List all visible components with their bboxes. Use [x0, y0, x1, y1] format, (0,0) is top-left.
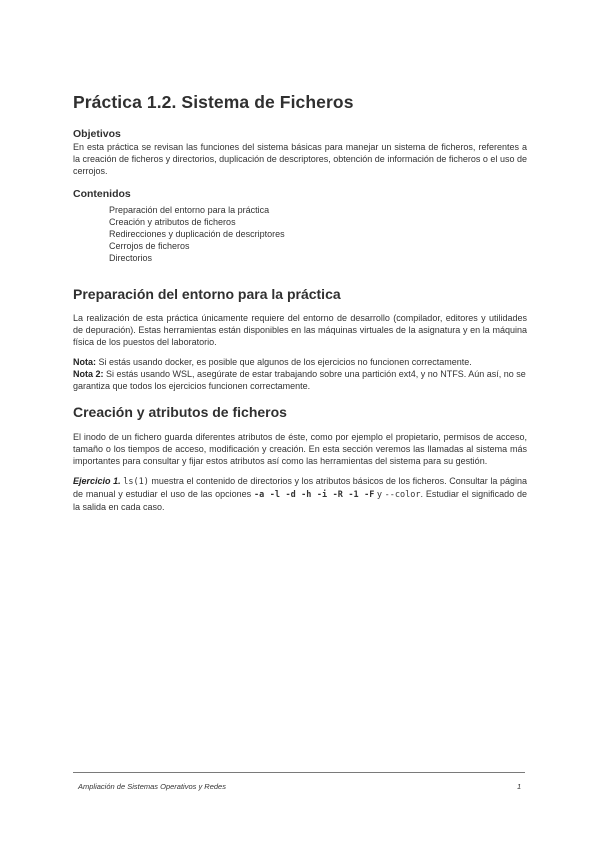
ejercicio-1 [73, 475, 527, 513]
ejercicio-text: muestra el contenido de directorios y los atributos básicos de los ficheros. Consultar la página de manual y estudiar el uso de las opciones [73, 476, 527, 499]
document-page [73, 92, 527, 513]
nota-text: Si estás usando docker, es posible que algunos de los ejercicios no funcionen correctamente. [96, 357, 472, 367]
ejercicio-text: y [374, 489, 385, 499]
nota-2 [73, 368, 527, 392]
contenidos-list [73, 204, 527, 264]
contenidos-heading: Contenidos [73, 188, 131, 200]
list-item: Cerrojos de ficheros [109, 241, 190, 251]
ejercicio-label: Ejercicio 1. [73, 476, 121, 486]
ls-options: -a -l -d -h -i -R -1 -F [254, 490, 375, 500]
page-title: Práctica 1.2. Sistema de Ficheros [73, 92, 354, 112]
list-item: Directorios [109, 253, 153, 263]
section-heading-preparacion: Preparación del entorno para la práctica [73, 286, 341, 302]
nota-1 [73, 356, 527, 368]
ejercicio-text: . Estudiar el significado de la salida en cada caso. [73, 489, 528, 512]
section-paragraph: La realización de esta práctica únicamente requiere del entorno de desarrollo (compilador, editores y utilidades de depuración). Estas herramientas están disponibles en las máquinas virtuales de la asignatura y en la máquina física de los puestos del laboratorio. [73, 313, 527, 347]
list-item: Creación y atributos de ficheros [109, 217, 236, 227]
objetivos-heading: Objetivos [73, 128, 121, 140]
footer-course-name: Ampliación de Sistemas Operativos y Redes [78, 782, 226, 791]
section-paragraph: El inodo de un fichero guarda diferentes atributos de éste, como por ejemplo el propietario, permisos de acceso, tamaño o los tiempos de acceso, modificación y creación. En esta sección veremos las llamadas al sistema más importantes para consultar y fijar estos atributos así como las herramientas del sistema para su gestión. [73, 432, 527, 466]
nota-2-label: Nota 2: [73, 369, 104, 379]
nota-label: Nota: [73, 357, 96, 367]
footer-divider [73, 772, 525, 773]
ls-command: ls(1) [123, 477, 149, 487]
section-heading-creacion: Creación y atributos de ficheros [73, 404, 287, 420]
color-option: --color [384, 490, 421, 500]
footer-page-number: 1 [517, 782, 522, 791]
list-item: Preparación del entorno para la práctica [109, 205, 270, 215]
list-item: Redirecciones y duplicación de descriptores [109, 229, 285, 239]
nota-2-text: Si estás usando WSL, asegúrate de estar trabajando sobre una partición ext4, y no NTFS. Aún así, no se garantiza que todos los ejercicios funcionen correctamente. [73, 369, 526, 391]
objetivos-text: En esta práctica se revisan las funciones del sistema básicas para manejar un sistema de ficheros, referentes a la creación de ficheros y directorios, duplicación de descriptores, obtención de información de ficheros o el uso de cerrojos. [73, 142, 527, 176]
